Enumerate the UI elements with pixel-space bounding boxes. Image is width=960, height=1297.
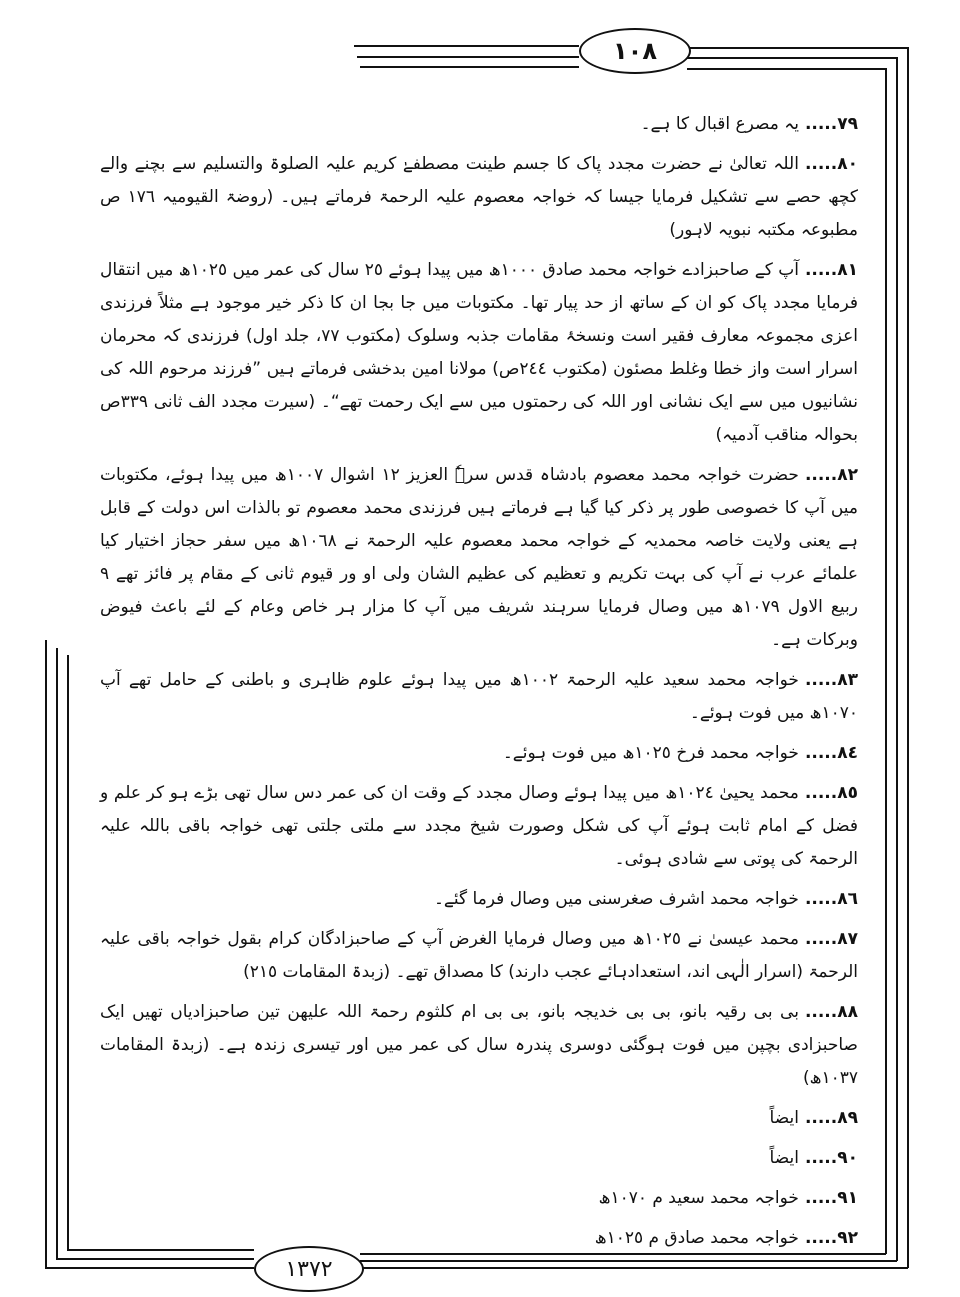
footnote-83 <box>100 664 858 730</box>
footnote-text: خواجہ محمد صادق م ١٠٢٥ھ <box>594 1228 799 1248</box>
footnote-text: محمد یحییٰ ١٠٢٤ھ میں پیدا ہوئے وصال مجدد کے وقت ان کی عمر دس سال تھی بڑے ہو کر علم و فضل کے امام ثابت ہوئے آپ کی شکل وصورت شیخ مجدد سے ملتی جلتی تھی خواجہ باقی باللہ علیہ الرحمۃ کی پوتی سے شادی ہوئی۔ <box>100 783 858 869</box>
footnote-text: خواجہ محمد فرخ ١٠٢٥ھ میں فوت ہوئے۔ <box>502 743 799 763</box>
page-number-top: ١٠٨ <box>579 28 691 74</box>
footnote-number: ٨٦..... <box>804 889 858 909</box>
footnote-number: ٨٠..... <box>804 154 858 174</box>
page-number-bottom: ١٣٧٢ <box>254 1246 364 1292</box>
footnote-text: ایضاً <box>769 1148 799 1168</box>
footnote-number: ٨٢..... <box>804 465 858 485</box>
footnote-84 <box>100 737 858 770</box>
footnote-91 <box>100 1182 858 1215</box>
footnote-85 <box>100 777 858 876</box>
footnote-number: ٨٤..... <box>804 743 858 763</box>
footnote-number: ٨٥..... <box>804 783 858 803</box>
footnote-87 <box>100 923 858 989</box>
footnote-number: ٨١..... <box>804 260 858 280</box>
footnote-text: حضرت خواجہ محمد معصوم بادشاہ قدس سرہٗ العزیز ١٢ اشوال ١٠٠٧ھ میں پیدا ہوئے، مکتوبات میں آپ کا خصوصی طور پر ذکر کیا گیا ہے فرماتے ہیں فرزندی محمد معصوم تو بالذات اس دولت کے قابل ہے یعنی ولایت خاصہ محمدیہ کے خواجہ محمد معصوم علیہ الرحمۃ نے ١٠٦٨ھ میں سفر حجاز اختیار کیا علمائے عرب نے آپ کی بہت تکریم و تعظیم کی عظیم الشان ولی او ور قیوم ثانی کے مقام پر فائز تھے ٩ ربیع الاول ١٠٧٩ھ میں وصال فرمایا سرہند شریف میں آپ کا مزار ہر خاص وعام کے لئے باعث فیوض وبرکات ہے۔ <box>100 465 858 650</box>
footnote-text: خواجہ محمد اشرف صغرسنی میں وصال فرما گئے۔ <box>433 889 799 909</box>
footnote-number: ٩٠..... <box>804 1148 858 1168</box>
footnote-86 <box>100 883 858 916</box>
footnote-number: ٩١..... <box>804 1188 858 1208</box>
footnote-text: بی بی رقیہ بانو، بی بی خدیجہ بانو، بی بی ام کلثوم رحمۃ اللہ علیھن تین صاحبزادیاں تھیں ایک صاحبزادی بچپن میں فوت ہوگئی دوسری پندرہ سال کی عمر میں اور تیسری زندہ ہے۔ (زبدۃ المقامات ١٠٣٧ھ) <box>100 1002 858 1088</box>
footnote-text: آپ کے صاحبزادے خواجہ محمد صادق ١٠٠٠ھ میں پیدا ہوئے ٢٥ سال کی عمر میں ١٠٢٥ھ میں انتقال فرمایا مجدد پاک کو ان کے ساتھ از حد پیار تھا۔ مکتوبات میں جا بجا ان کا ذکر خیر موجود ہے مثلاً فرزندی اعزی مجموعہ معارف فقیر است ونسخۂ مقامات جذبہ وسلوک (مکتوب ٧٧، جلد اول) فرزندی کہ محرمان اسرار است واز خطا وغلط مصئون (مکتوب ٢٤٤ص) مولانا امین بدخشی فرماتے ہیں ”فرزند مرحوم اللہ کی نشانیوں میں سے ایک نشانی اور اللہ کی رحمتوں میں سے ایک رحمت تھے“۔ (سیرت مجدد الف ثانی ٣٣٩ص بحوالہ مناقب آدمیہ) <box>100 260 858 445</box>
footnote-number: ٨٣..... <box>804 670 859 690</box>
footnote-text: خواجہ محمد سعید علیہ الرحمۃ ١٠٠٢ھ میں پیدا ہوئے علوم ظاہری و باطنی کے حامل تھے آپ ١٠٧٠ھ میں فوت ہوئے۔ <box>100 670 858 723</box>
footnote-90 <box>100 1142 858 1175</box>
footnote-number: ٧٩..... <box>804 114 858 134</box>
footnote-text: اللہ تعالیٰ نے حضرت مجدد پاک کا جسم طینت مصطفےٰ کریم علیہ الصلوۃ والتسلیم سے بچنے والے کچھ حصے سے تشکیل فرمایا جیسا کہ خواجہ معصوم علیہ الرحمۃ فرماتے ہیں۔ (روضۃ القیومیہ ١٧٦ ص مطبوعہ مکتبہ نبویہ لاہور) <box>100 154 858 240</box>
footnote-79 <box>100 108 858 141</box>
footnote-89 <box>100 1102 858 1135</box>
footnote-82 <box>100 459 858 657</box>
footnote-number: ٩٢..... <box>804 1228 858 1248</box>
footnote-text: یہ مصرع اقبال کا ہے۔ <box>640 114 799 134</box>
footnote-81 <box>100 254 858 452</box>
footnote-number: ٨٧..... <box>804 929 858 949</box>
footnote-text: ایضاً <box>769 1108 799 1128</box>
footnote-92 <box>100 1222 858 1255</box>
footnote-88 <box>100 996 858 1095</box>
footnote-text: خواجہ محمد سعید م ١٠٧٠ھ <box>598 1188 799 1208</box>
footnote-text: محمد عیسیٰ نے ١٠٢٥ھ میں وصال فرمایا الغرض آپ کے صاحبزادگان کرام بقول خواجہ باقی علیہ الرحمۃ (اسرار الٰہی اند، استعدادہائے عجب دارند) کا مصداق تھے۔ (زبدۃ المقامات ٢١٥) <box>100 929 858 982</box>
footnote-number: ٨٨..... <box>804 1002 858 1022</box>
footnote-80 <box>100 148 858 247</box>
footnotes-section <box>100 108 859 1248</box>
footnote-number: ٨٩..... <box>804 1108 858 1128</box>
